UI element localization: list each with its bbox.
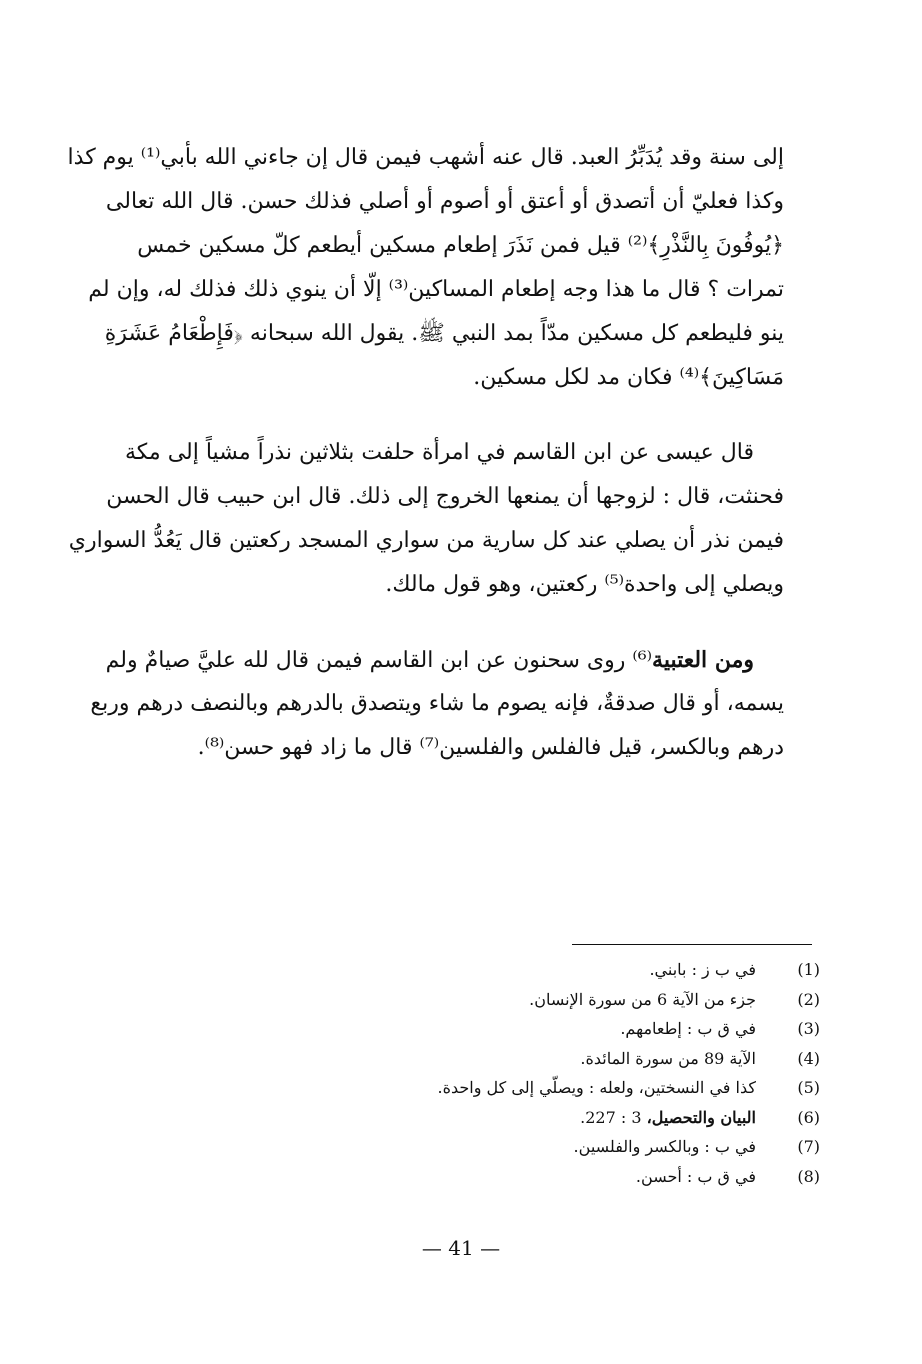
footnote-text: في ق ب : إطعامهم. — [620, 1019, 756, 1038]
footnote-source-title: البيان والتحصيل، — [646, 1107, 756, 1127]
footnote — [380, 1044, 820, 1074]
text-fragment: ⁽⁶⁾ روى سحنون عن ابن القاسم فيمن قال لله عليَّ صيامٌ ولم — [105, 648, 653, 673]
footnote-number: (7) — [797, 1137, 820, 1156]
footnote — [380, 1132, 820, 1162]
footnote — [380, 985, 820, 1015]
footnote-number: (4) — [797, 1048, 820, 1068]
footnote — [380, 955, 820, 985]
footnote-text: كذا في النسختين، ولعله : ويصلّي إلى كل واحدة. — [437, 1078, 756, 1097]
text-line: ويصلي إلى واحدة⁽⁵⁾ ركعتين، وهو قول مالك. — [385, 572, 784, 597]
footnote-text: جزء من الآية 6 من سورة الإنسان. — [529, 989, 756, 1009]
source-title: ومن العتبية — [652, 647, 754, 673]
footnote-number: (1) — [797, 960, 820, 979]
text-line: فحنثت، قال : لزوجها أن يمنعها الخروج إلى ذلك. قال ابن حبيب قال الحسن — [106, 484, 784, 509]
paragraph — [67, 136, 784, 400]
footnote — [380, 1162, 820, 1192]
text-line: يسمه، أو قال صدقةٌ، فإنه يصوم ما شاء ويتصدق بالدرهم وبالنصف درهم وربع — [90, 691, 784, 716]
page-number: — 41 — — [421, 1236, 501, 1260]
footnote-text: في ب : وبالكسر والفلسين. — [573, 1137, 756, 1156]
footnote-separator — [572, 944, 812, 945]
footnote-text: في ب ز : بابني. — [649, 960, 756, 979]
footnote-citation: 3 : 227. — [580, 1107, 647, 1127]
text-line: وكذا فعليّ أن أتصدق أو أعتق أو أصوم أو أصلي فذلك حسن. قال الله تعالى — [105, 189, 784, 214]
footnotes — [380, 955, 820, 1191]
footnote-text — [380, 1103, 770, 1133]
text-line: ينو فليطعم كل مسكين مدّاً بمد النبي ﷺ. يقول الله سبحانه ﴿فَإِطْعَامُ عَشَرَةِ — [104, 321, 784, 346]
text-line — [105, 638, 784, 682]
text-line: مَسَاكِينَ﴾⁽⁴⁾ فكان مد لكل مسكين. — [473, 365, 784, 390]
footnote-number: (8) — [797, 1166, 820, 1186]
paragraph — [90, 638, 784, 770]
paragraph — [68, 431, 784, 607]
footnote-number: (2) — [797, 989, 820, 1009]
text-line: قال عيسى عن ابن القاسم في امرأة حلفت بثلاثين نذراً مشياً إلى مكة — [124, 440, 754, 465]
footnote-number: (3) — [797, 1019, 820, 1038]
text-line: تمرات ؟ قال ما هذا وجه إطعام المساكين⁽³⁾ إلّا أن ينوي ذلك فذلك له، وإن لم — [88, 277, 784, 302]
footnote-number: (6) — [797, 1107, 820, 1127]
main-text — [67, 136, 784, 801]
text-line: إلى سنة وقد يُدَبِّرُ العبد. قال عنه أشهب فيمن قال إن جاءني الله بأبي⁽¹⁾ يوم كذا — [67, 145, 784, 170]
footnote — [380, 1014, 820, 1044]
footnote-text: في ق ب : أحسن. — [635, 1166, 756, 1186]
text-line: درهم وبالكسر، قيل فالفلس والفلسين⁽⁷⁾ قال ما زاد فهو حسن⁽⁸⁾. — [197, 735, 784, 760]
text-line: فيمن نذر أن يصلي عند كل سارية من سواري المسجد ركعتين قال يَعُدُّ السواري — [68, 528, 784, 553]
footnote — [380, 1073, 820, 1103]
footnote-number: (5) — [797, 1078, 820, 1097]
footnote — [380, 1103, 820, 1133]
footnote-text: الآية 89 من سورة المائدة. — [580, 1048, 756, 1068]
text-line: ﴿يُوفُونَ بِالنَّذْرِ﴾⁽²⁾ قيل فمن نَذَرَ إطعام مسكين أيطعم كلّ مسكين خمس — [137, 233, 784, 258]
